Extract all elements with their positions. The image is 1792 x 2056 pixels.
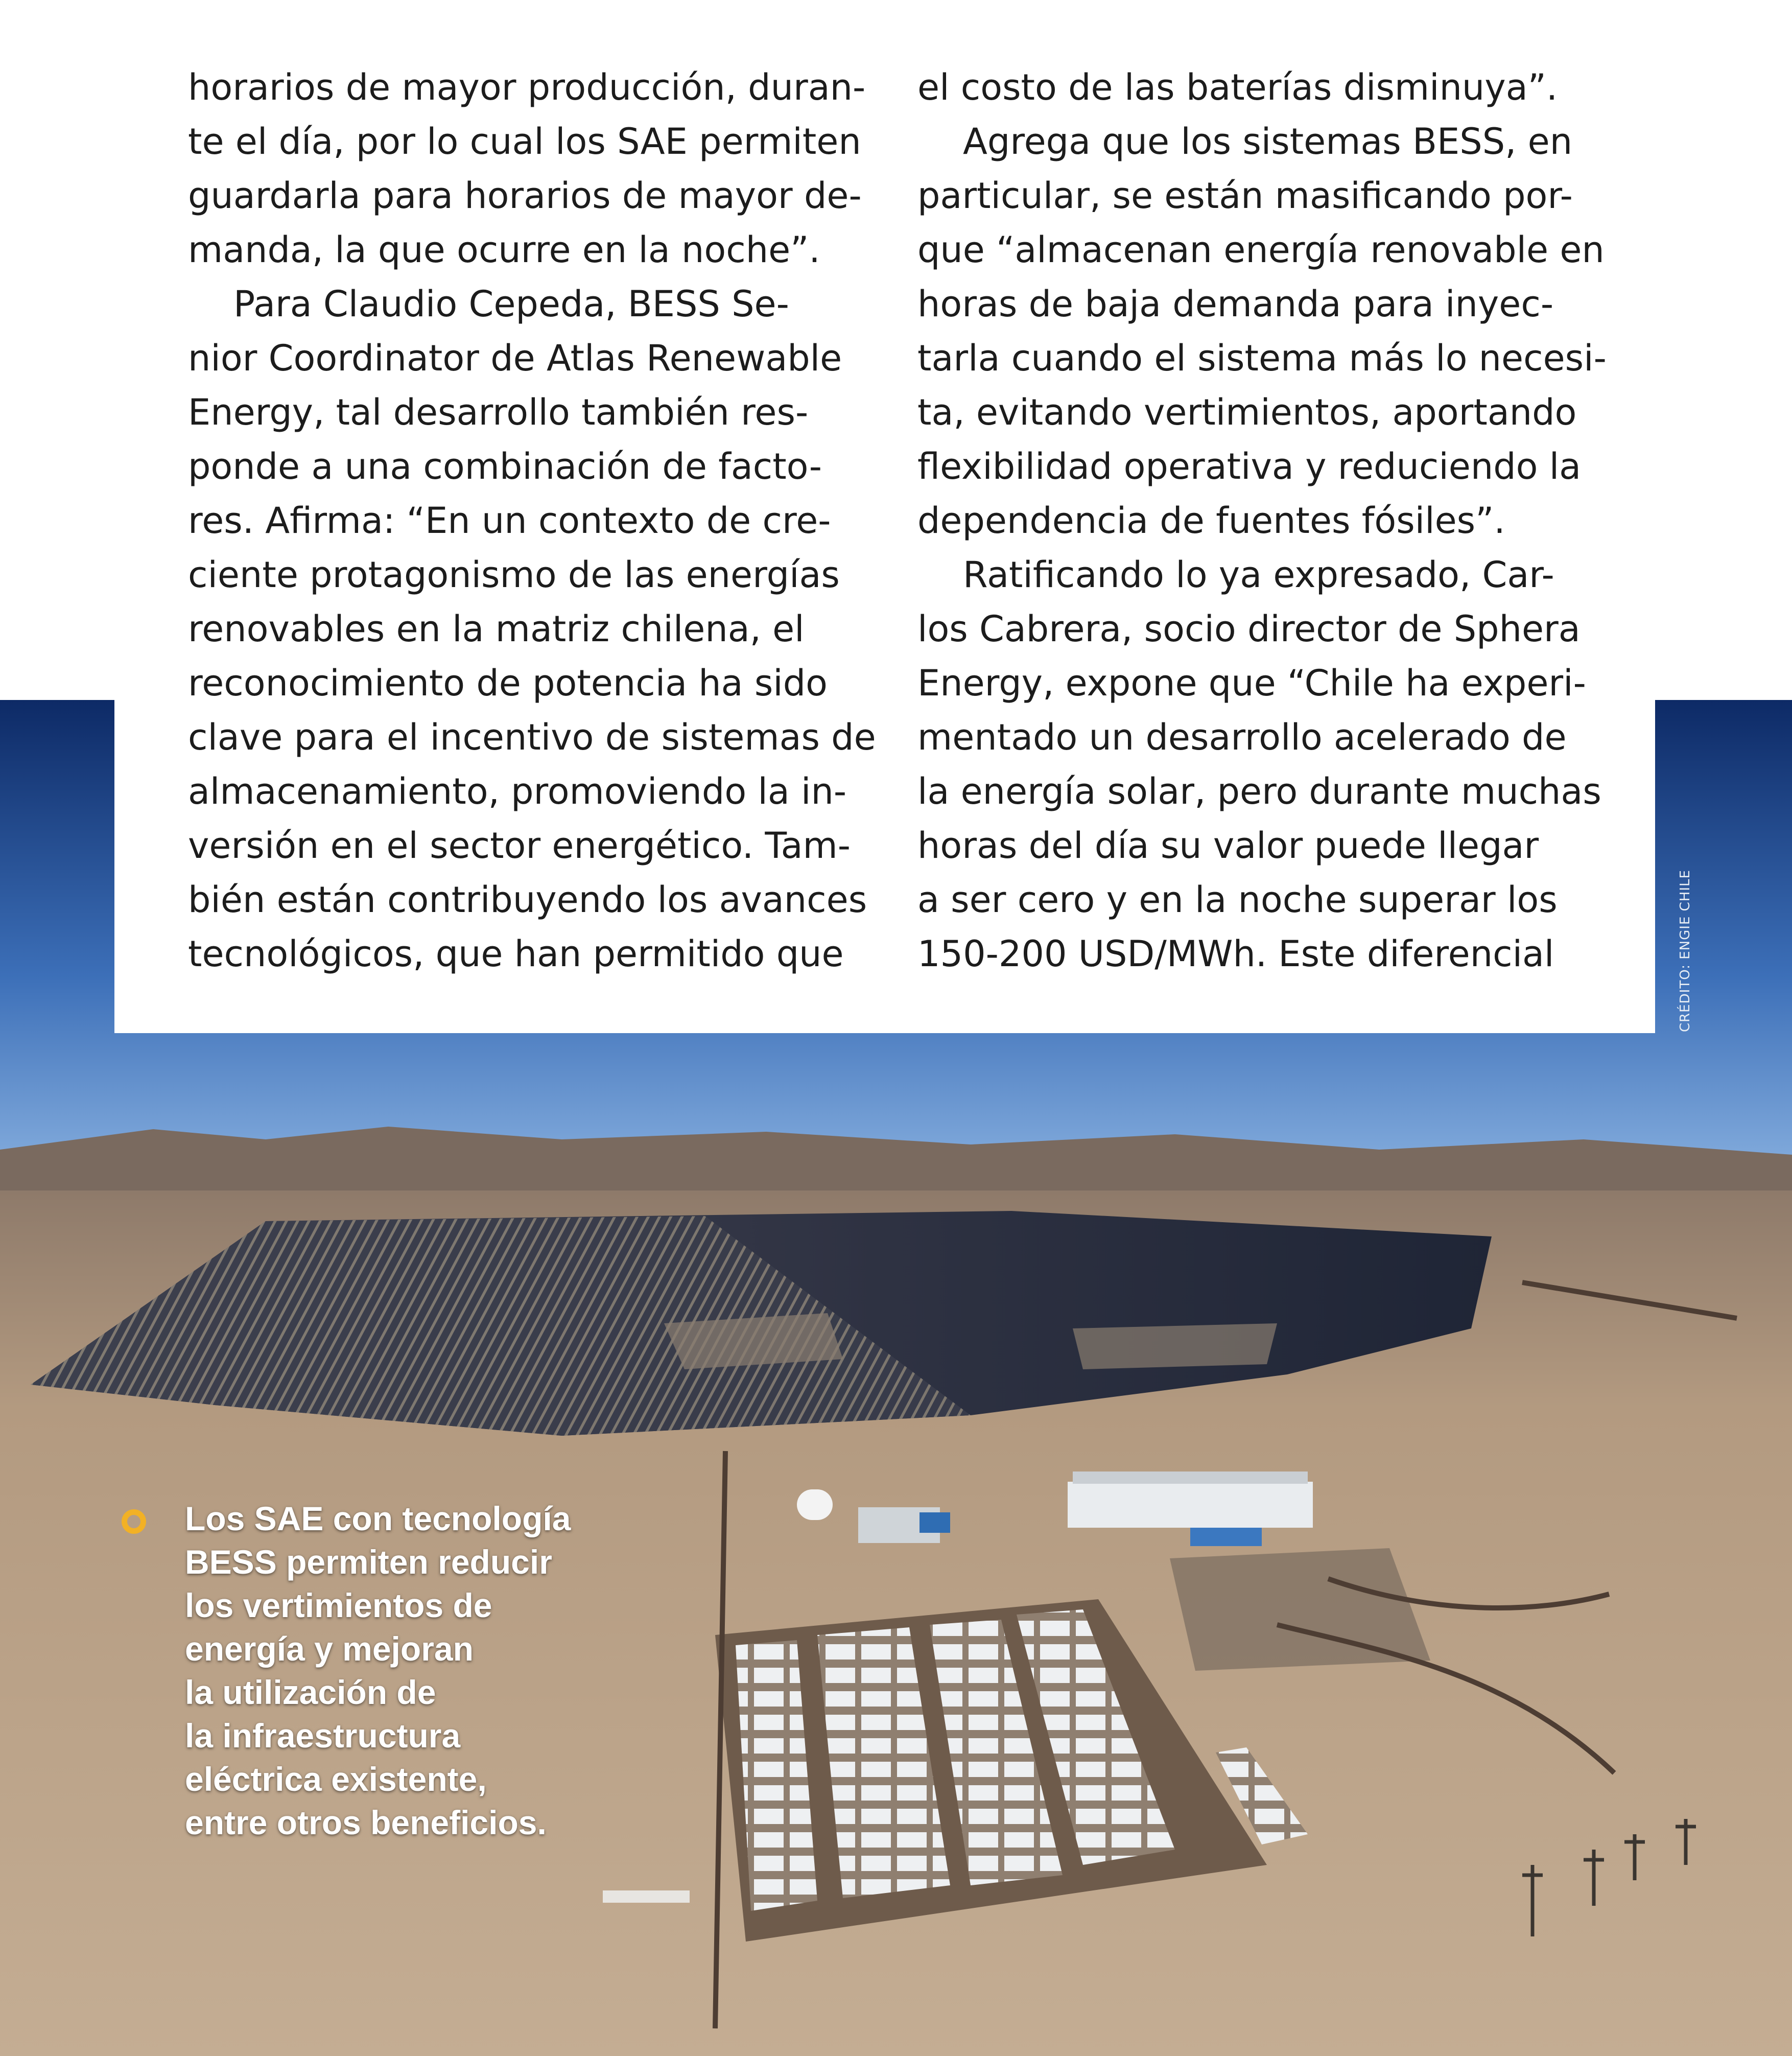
caption-line: los vertimientos de xyxy=(185,1586,492,1624)
article-line: reconocimiento de potencia ha sido xyxy=(188,662,828,704)
article-line: bién están contribuyendo los avances xyxy=(188,879,867,921)
caption-circle-icon xyxy=(122,1509,146,1534)
article-line: ciente protagonismo de las energías xyxy=(188,554,840,596)
article-line: horas del día su valor puede llegar xyxy=(917,825,1539,867)
article-line: los Cabrera, socio director de Sphera xyxy=(917,608,1581,650)
caption-line: la infraestructura xyxy=(185,1717,461,1755)
article-line: dependencia de fuentes fósiles”. xyxy=(917,500,1505,542)
article-line: horarios de mayor producción, duran- xyxy=(188,66,866,108)
gate xyxy=(603,1890,690,1903)
article-line: versión en el sector energético. Tam- xyxy=(188,825,851,867)
article-line: nior Coordinator de Atlas Renewable xyxy=(188,337,842,379)
article-line: a ser cero y en la noche superar los xyxy=(917,879,1558,921)
article-line: tarla cuando el sistema más lo necesi- xyxy=(917,337,1607,379)
article-line: tecnológicos, que han permitido que xyxy=(188,933,844,975)
article-line: guardarla para horarios de mayor de- xyxy=(188,175,862,217)
article-line: mentado un desarrollo acelerado de xyxy=(917,716,1567,758)
article-line: la energía solar, pero durante muchas xyxy=(917,770,1601,812)
article-line: almacenamiento, promoviendo la in- xyxy=(188,770,847,812)
article-line: res. Afirma: “En un contexto de cre- xyxy=(188,500,831,542)
article-line: Agrega que los sistemas BESS, en xyxy=(917,121,1573,162)
article-line: 150-200 USD/MWh. Este diferencial xyxy=(917,933,1554,975)
photo-caption xyxy=(185,1497,604,1844)
article-line: manda, la que ocurre en la noche”. xyxy=(188,229,820,271)
caption-line: eléctrica existente, xyxy=(185,1760,487,1798)
article-line: Energy, tal desarrollo también res- xyxy=(188,391,809,433)
photo-credit: CRÉDITO: ENGIE CHILE xyxy=(1678,870,1693,1032)
article-line: Para Claudio Cepeda, BESS Se- xyxy=(188,283,789,325)
article-line: te el día, por lo cual los SAE permiten xyxy=(188,121,861,162)
article-line: horas de baja demanda para inyec- xyxy=(917,283,1554,325)
article-line: particular, se están masificando por- xyxy=(917,175,1573,217)
article-text-panel xyxy=(114,0,1655,1033)
article-line: Energy, expone que “Chile ha experi- xyxy=(917,662,1586,704)
article-column-left xyxy=(188,60,876,981)
caption-line: la utilización de xyxy=(185,1673,436,1711)
caption-line: Los SAE con tecnología xyxy=(185,1500,571,1537)
article-column-right xyxy=(917,60,1607,981)
article-line: renovables en la matriz chilena, el xyxy=(188,608,805,650)
article-line: ta, evitando vertimientos, aportando xyxy=(917,391,1577,433)
caption-line: BESS permiten reducir xyxy=(185,1543,552,1581)
article-line: el costo de las baterías disminuya”. xyxy=(917,66,1558,108)
article-line: clave para el incentivo de sistemas de xyxy=(188,716,876,758)
caption-line: energía y mejoran xyxy=(185,1630,474,1668)
article-line: que “almacenan energía renovable en xyxy=(917,229,1605,271)
article-line: ponde a una combinación de facto- xyxy=(188,446,822,487)
article-line: flexibilidad operativa y reduciendo la xyxy=(917,446,1582,487)
caption-line: entre otros beneficios. xyxy=(185,1804,547,1841)
article-line: Ratificando lo ya expresado, Car- xyxy=(917,554,1554,596)
